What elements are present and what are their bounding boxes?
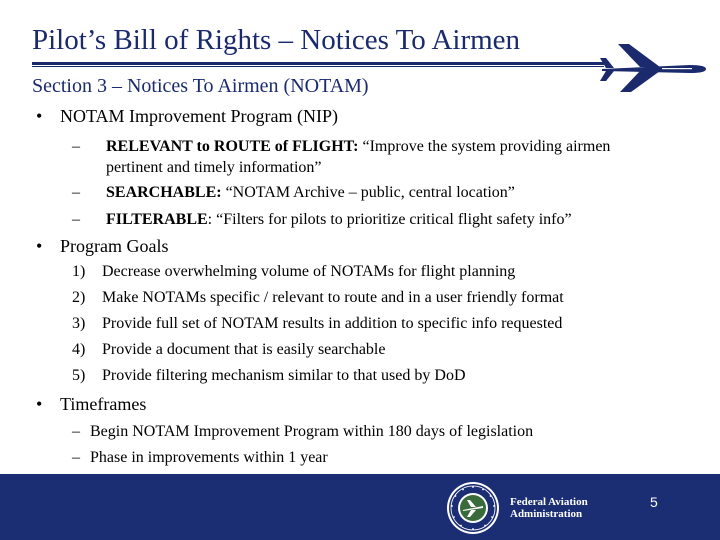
- nip-item-text: pertinent and timely information”: [106, 159, 322, 176]
- goal-number: 4): [72, 341, 86, 358]
- airplane-icon: [598, 38, 710, 96]
- nip-item-strong: FILTERABLE: [106, 211, 208, 228]
- goal-text: Decrease overwhelming volume of NOTAMs for flight planning: [102, 263, 516, 280]
- goal-text: Provide filtering mechanism similar to that used by DoD: [102, 367, 466, 384]
- goal-text: Provide full set of NOTAM results in addition to specific info requested: [102, 315, 563, 332]
- faa-line1: Federal Aviation: [510, 496, 588, 508]
- nip-item-text: [106, 183, 515, 203]
- nip-item-text: [106, 137, 610, 157]
- dash-marker: –: [72, 138, 80, 155]
- title-underline-thin: [32, 66, 604, 67]
- timeframe-text: Begin NOTAM Improvement Program within 180 days of legislation: [90, 423, 534, 440]
- bullet-label: NOTAM Improvement Program (NIP): [60, 106, 339, 126]
- goal-number: 2): [72, 289, 86, 306]
- footer-bar: [0, 474, 720, 540]
- nip-item-strong: SEARCHABLE:: [106, 184, 222, 201]
- nip-item-rest: “NOTAM Archive – public, central location”: [221, 184, 515, 201]
- goal-number: 1): [72, 263, 86, 280]
- faa-wordmark: [510, 496, 588, 520]
- bullet-label: Timeframes: [60, 394, 147, 414]
- section-subtitle: Section 3 – Notices To Airmen (NOTAM): [32, 75, 369, 97]
- faa-line2: Administration: [510, 508, 583, 520]
- slide-title: Pilot’s Bill of Rights – Notices To Airmen: [32, 24, 521, 56]
- nip-item-rest: “Improve the system providing airmen: [358, 138, 611, 155]
- dash-marker: –: [72, 184, 80, 201]
- bullet-goals: [36, 236, 168, 257]
- title-underline: [32, 62, 604, 65]
- bullet-label: Program Goals: [60, 236, 169, 256]
- bullet-timeframes: [36, 394, 146, 415]
- page-number: 5: [650, 494, 658, 510]
- nip-item-text: [106, 210, 572, 230]
- goal-text: Make NOTAMs specific / relevant to route and in a user friendly format: [102, 289, 564, 306]
- nip-item-rest: : “Filters for pilots to prioritize critical flight safety info”: [207, 211, 572, 228]
- bullet-marker: •: [36, 236, 43, 256]
- bullet-marker: •: [36, 106, 43, 126]
- bullet-nip: [36, 106, 338, 127]
- goal-number: 3): [72, 315, 86, 332]
- bullet-marker: •: [36, 394, 43, 414]
- goal-number: 5): [72, 367, 86, 384]
- dash-marker: –: [72, 449, 80, 466]
- dash-marker: –: [72, 423, 80, 440]
- goal-text: Provide a document that is easily searchable: [102, 341, 386, 358]
- timeframe-text: Phase in improvements within 1 year: [90, 449, 328, 466]
- dash-marker: –: [72, 211, 80, 228]
- nip-item-strong: RELEVANT to ROUTE of FLIGHT:: [106, 138, 359, 155]
- faa-seal-icon: [445, 480, 501, 536]
